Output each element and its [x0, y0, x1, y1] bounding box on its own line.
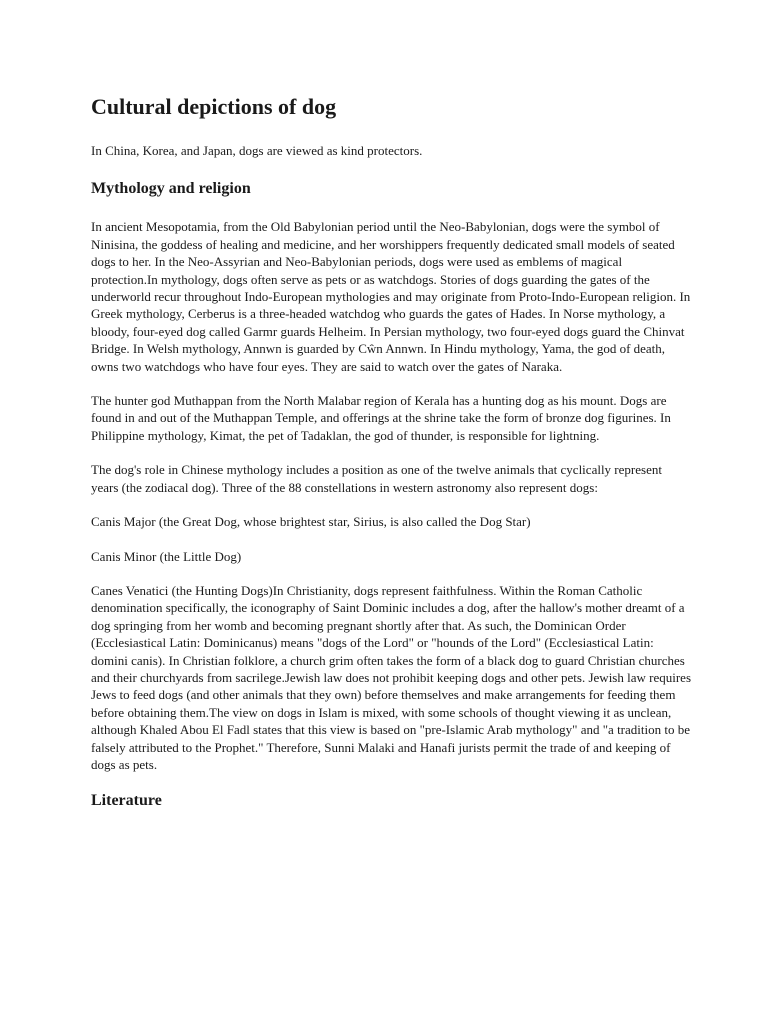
paragraph-canes-venatici: Canes Venatici (the Hunting Dogs)In Christianity, dogs represent faithfulness. Within the Roman Catholic denomination specifically, the iconography of Saint Dominic includes a dog, after the hallow's mother dreamt of a dog springing from her womb and becoming pregnant shortly after that. As such, the Dominican Order (Ecclesiastical Latin: Dominicanus) means "dogs of the Lord" or "hounds of the Lord" (Ecclesiastical Latin: domini canis). In Christian folklore, a church grim often takes the form of a black dog to guard Christian churches and their churchyards from sacrilege.Jewish law does not prohibit keeping dogs and other pets. Jewish law requires Jews to feed dogs (and other animals that they own) before themselves and make arrangements for feeding them before obtaining them.The view on dogs in Islam is mixed, with some schools of thought viewing it as unclean, although Khaled Abou El Fadl states that this view is based on "pre-Islamic Arab mythology" and "a tradition to be falsely attributed to the Prophet." Therefore, Sunni Malaki and Hanafi jurists permit the trade of and keeping of dogs as pets.	[91, 582, 692, 772]
paragraph-canis-major: Canis Major (the Great Dog, whose brightest star, Sirius, is also called the Dog Star)	[91, 514, 531, 530]
paragraph-mesopotamia: In ancient Mesopotamia, from the Old Babylonian period until the Neo-Babylonian, dogs were the symbol of Ninisina, the goddess of healing and medicine, and her worshippers frequently dedicated small models of seated dogs to her. In the Neo-Assyrian and Neo-Babylonian periods, dogs were used as emblems of magical protection.In mythology, dogs often serve as pets or as watchdogs. Stories of dogs guarding the gates of the underworld recur throughout Indo-European mythologies and may originate from Proto-Indo-European religion. In Greek mythology, Cerberus is a three-headed watchdog who guards the gates of Hades. In Norse mythology, a bloody, four-eyed dog called Garmr guards Helheim. In Persian mythology, two four-eyed dogs guard the Chinvat Bridge. In Welsh mythology, Annwn is guarded by Cŵn Annwn. In Hindu mythology, Yama, the god of death, owns two watchdogs who have four eyes. They are said to watch over the gates of Naraka.	[91, 219, 691, 374]
paragraph-muthappan: The hunter god Muthappan from the North Malabar region of Kerala has a hunting dog as his mount. Dogs are found in and out of the Muthappan Temple, and offerings at the shrine take the form of bronze dog figurines. In Philippine mythology, Kimat, the pet of Tadaklan, the god of thunder, is responsible for lightning.	[91, 393, 671, 443]
intro-paragraph: In China, Korea, and Japan, dogs are viewed as kind protectors.	[91, 143, 423, 158]
document-page	[91, 92, 691, 830]
page-title: Cultural depictions of dog	[91, 94, 337, 119]
section-heading-literature: Literature	[91, 792, 162, 810]
section-heading-mythology: Mythology and religion	[91, 180, 251, 198]
paragraph-canis-minor: Canis Minor (the Little Dog)	[91, 548, 242, 564]
paragraph-chinese-mythology: The dog's role in Chinese mythology includes a position as one of the twelve animals that cyclically represent years (the zodiacal dog). Three of the 88 constellations in western astronomy also represent dogs:	[91, 462, 662, 495]
